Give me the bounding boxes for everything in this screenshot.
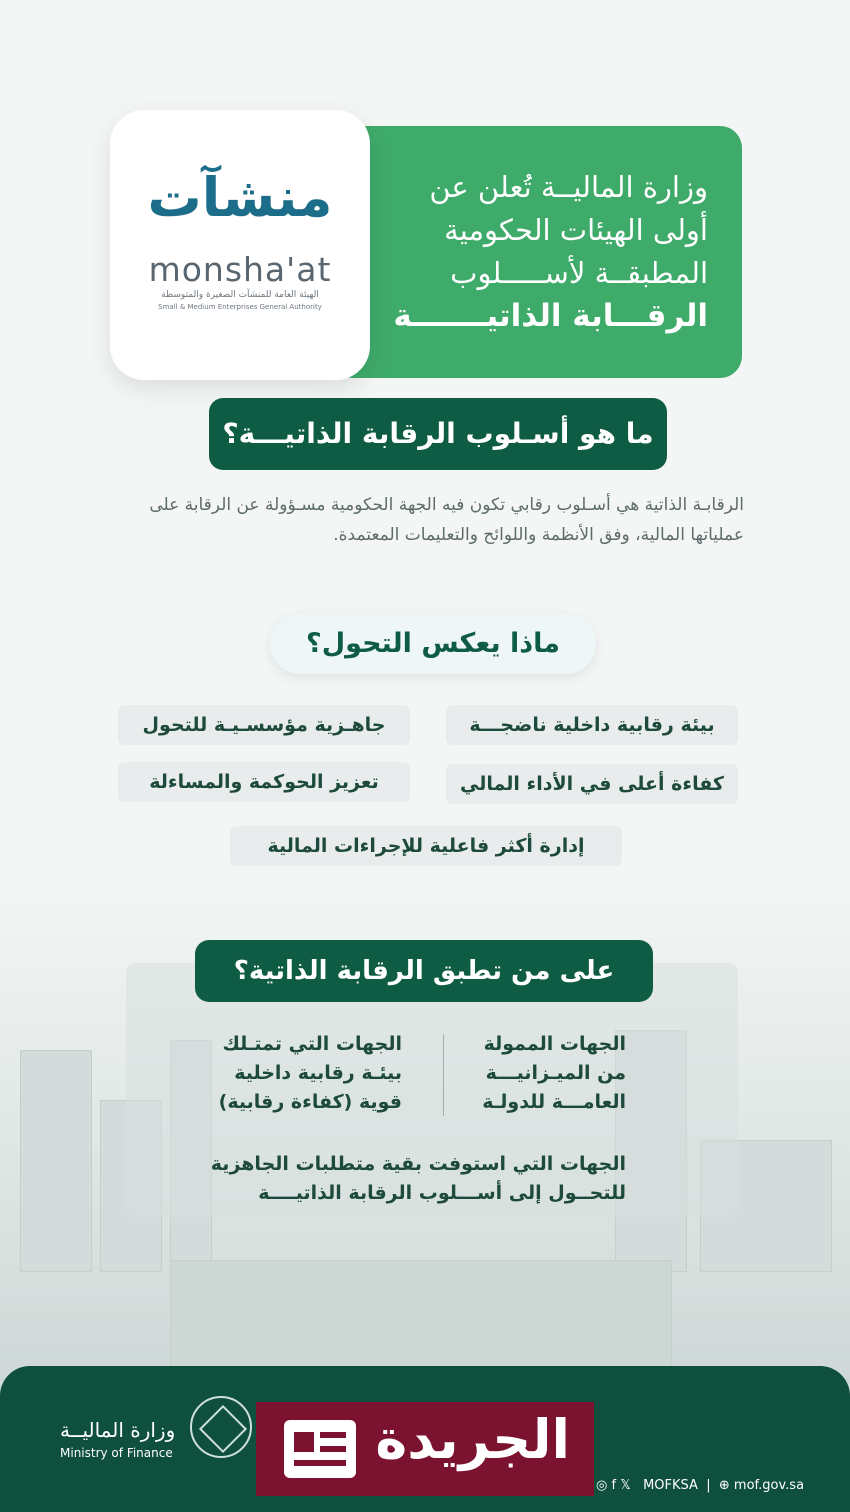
- logo-english: monsha'at: [148, 250, 332, 289]
- announcement-text: وزارة الماليــة تُعلن عن أولى الهيئات الحكومية المطبقــة لأســـــلوب الرقـــابة الذاتيـــــــة: [393, 170, 708, 334]
- benefit-item: جاهـزية مؤسسـيـة للتحول: [118, 705, 410, 745]
- monshaat-logo: [110, 110, 370, 380]
- column-divider: [443, 1034, 444, 1116]
- criteria-environment: الجهات التي تمتـلك بيئـة رقابية داخلية قوية (كفاءة رقابية): [218, 1033, 402, 1113]
- social-handle[interactable]: MOFKSA: [643, 1478, 698, 1493]
- definition-text: الرقابـة الذاتية هي أسـلوب رقابي تكون فيه الجهة الحكومية مسـؤولة عن الرقابة على عملياتها المالية، وفق الأنظمة واللوائح والتعليمات المعتمدة.: [149, 495, 744, 545]
- watermark-text: الجريدة: [375, 1408, 570, 1471]
- instagram-icon[interactable]: ◎: [596, 1478, 608, 1493]
- logo-arabic: منشآت: [147, 166, 333, 229]
- ministry-name-arabic: وزارة الماليــة: [60, 1418, 176, 1442]
- section-title-what-is: ما هو أسـلوب الرقابة الذاتيـــة؟: [209, 398, 667, 470]
- ministry-name-english: Ministry of Finance: [60, 1446, 173, 1460]
- emblem-icon: [190, 1396, 252, 1458]
- benefit-item: إدارة أكثر فاعلية للإجراءات المالية: [230, 826, 622, 866]
- social-links: ◎ f 𝕏 MOFKSA | ⊕ mof.gov.sa: [596, 1478, 805, 1493]
- benefit-item: كفاءة أعلى في الأداء المالي: [446, 764, 738, 804]
- newspaper-icon: [284, 1420, 356, 1478]
- newspaper-watermark: [256, 1402, 594, 1496]
- globe-icon: ⊕: [718, 1478, 730, 1493]
- benefit-item: تعزيز الحوكمة والمساءلة: [118, 762, 410, 802]
- website-link[interactable]: mof.gov.sa: [733, 1478, 805, 1493]
- logo-subtitle-english: Small & Medium Enterprises General Authority: [158, 303, 322, 311]
- x-icon[interactable]: 𝕏: [620, 1478, 631, 1493]
- announcement-card: [330, 126, 742, 378]
- section-title-applicability: على من تطبق الرقابة الذاتية؟: [195, 940, 653, 1002]
- benefit-item: بيئة رقابية داخلية ناضجـــة: [446, 705, 738, 745]
- facebook-icon[interactable]: f: [611, 1478, 617, 1493]
- logo-subtitle-arabic: الهيئة العامة للمنشآت الصغيرة والمتوسطة: [161, 290, 319, 300]
- section-title-transformation: ماذا يعكس التحول؟: [270, 614, 596, 674]
- criteria-readiness: الجهات التي استوفت بقية متطلبات الجاهزية للتحــول إلى أســـلوب الرقابة الذاتيــــة: [210, 1153, 626, 1204]
- criteria-funded: الجهات الممولة من الميـزانيـــة العامـــة للدولـة: [482, 1033, 626, 1113]
